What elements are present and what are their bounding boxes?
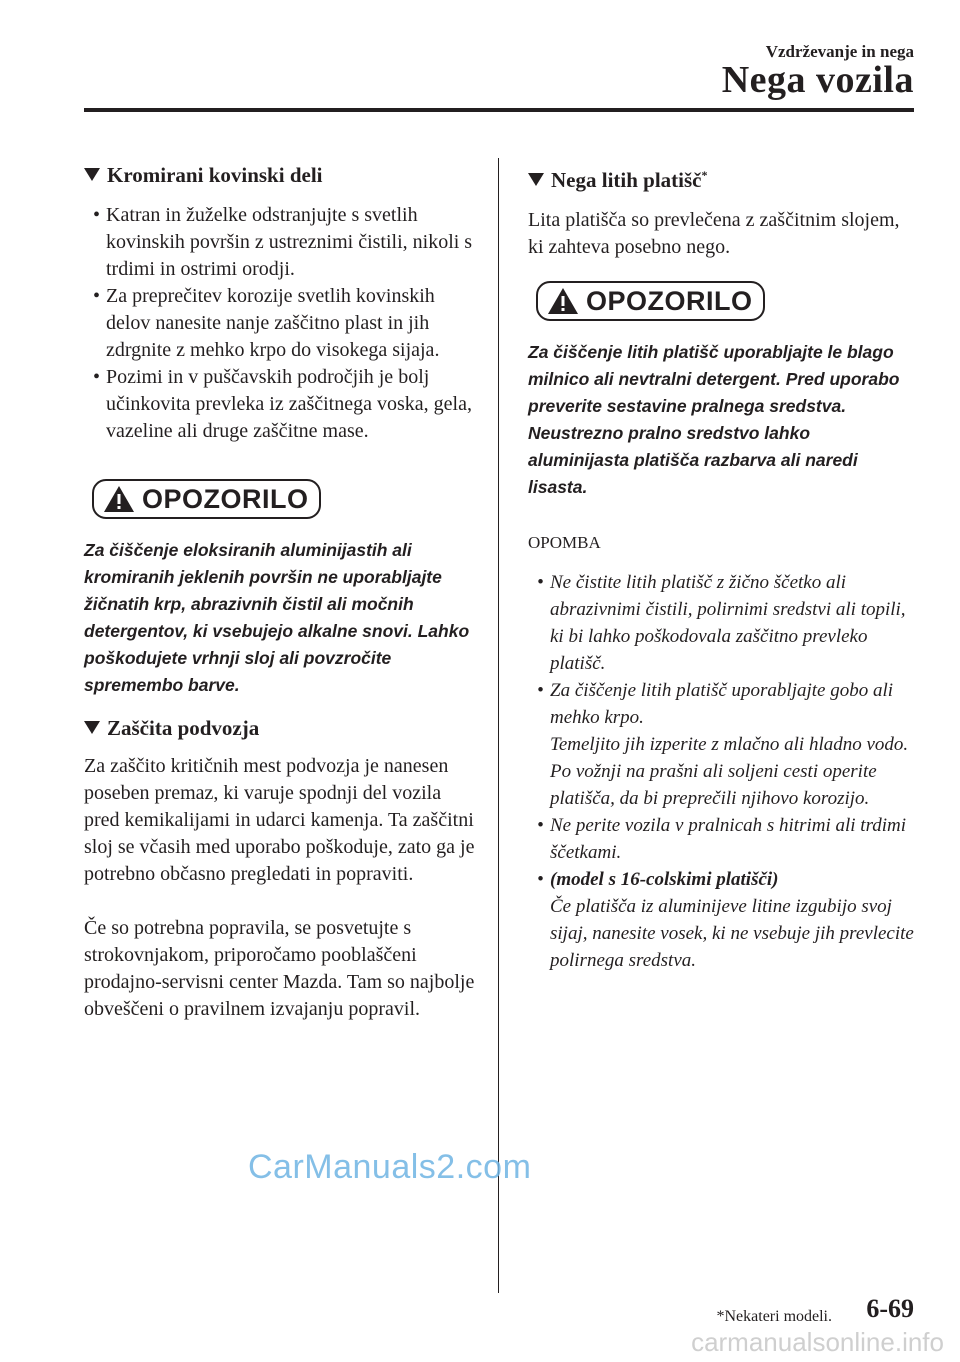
warning-text: Za čiščenje eloksiranih aluminijastih ali kromiranih jeklenih površin ne uporabljajte žičnatih krp, abrazivnih čistil ali močnih detergentov, ki vsebujejo alkalne snovi. Lahko poškodujete vrhnji sloj ali povzročite spremembo barve. [84,540,470,695]
column-divider [498,158,499,1293]
triangle-bullet-icon [84,168,100,181]
left-column [84,160,476,1023]
list-item: • Pozimi in v puščavskih področjih je bolj učinkovita prevleka iz zaščitnega voska, gela, vazeline ali druge zaščitne mase. [93,366,472,442]
chrome-care-list [90,202,476,445]
list-item: • (model s 16-colskimi platišči) Če platišča iz aluminijeve litine izgubijo svoj sijaj, nanesite vosek, ki ne vsebuje jih prevlecite polirnega sredstva. [534,866,914,974]
chrome-parts-heading: Kromirani kovinski deli [84,160,476,190]
list-item: • Za preprečitev korozije svetlih kovinskih delov nanesite nanje zaščitno plast in jih zdrgnite z mehko krpo do visokega sijaja. [93,285,440,361]
bullet-dot-icon: • [537,869,544,890]
list-item: • Za čiščenje litih platišč uporabljajte gobo ali mehko krpo. Temeljito jih izperite z mlačno ali hladno vodo. Po vožnji na prašni ali soljeni cesti operite platišča, da bi preprečili njihovo korozijo. [534,677,914,812]
bullet-dot-icon: • [537,572,544,593]
bullet-dot-icon: • [537,680,544,701]
warning-box [536,281,765,321]
list-item: • Ne čistite litih platišč z žično ščetko ali abrazivnimi čistili, polirnimi sredstvi ali topili, ki bi lahko poškodovala zaščitno prevleko platišč. [534,569,914,677]
right-column [528,160,914,974]
warning-triangle-icon [102,484,136,514]
note-list [534,569,914,974]
footnote-mark: * [701,168,708,182]
underbody-paragraph: Če so potrebna popravila, se posvetujte s strokovnjakom, priporočamo pooblaščeni prodajno-servisni center Mazda. Tam so najbolje obveščeni o pravilnem izvajanju popravil. [84,917,475,1020]
warning-text: Za čiščenje litih platišč uporabljajte le blago milnico ali nevtralni detergent. Pred uporabo preverite sestavine pralnega sredstva. Neustrezno pralno sredstvo lahko aluminijasta platišča razbarva ali naredi lisasta. [528,342,900,497]
site-watermark: carmanualsonline.info [691,1327,944,1357]
warning-box-wrapper [92,479,476,519]
underbody-heading: Zaščita podvozja [84,713,476,743]
triangle-bullet-icon [528,173,544,186]
page-number: 6-69 [866,1294,914,1323]
warning-box-wrapper [536,281,914,321]
wheels-intro: Lita platišča so prevlečena z zaščitnim slojem, ki zahteva posebno nego. [528,209,900,258]
bullet-dot-icon: • [93,366,101,388]
underbody-paragraph: Za zaščito kritičnih mest podvozja je nanesen poseben premaz, ki varuje spodnji del vozila pred kemikalijami in udarci kamenja. Ta zaščitni sloj se včasih med uporabo poškoduje, zato ga je potrebno občasno pregledati in popraviti. [84,755,475,885]
section-title: Vzdrževanje in nega [765,42,914,61]
bullet-dot-icon: • [537,815,544,836]
note-label: OPOMBA [528,533,601,552]
warning-label: OPOZORILO [586,285,753,316]
list-item: • Katran in žuželke odstranjujte s svetlih kovinskih površin z ustreznimi čistili, nikoli s trdimi in ostrimi orodji. [93,204,473,280]
warning-box [92,479,321,519]
warning-triangle-icon [546,286,580,316]
bullet-dot-icon: • [93,204,101,226]
footnote: *Nekateri modeli. [716,1308,832,1325]
page-title: Nega vozila [721,59,914,101]
header-rule [84,108,914,112]
alloy-wheels-heading: Nega litih platišč* [528,160,914,195]
warning-label: OPOZORILO [142,483,309,514]
bullet-dot-icon: • [93,285,101,307]
triangle-bullet-icon [84,721,100,734]
list-item: • Ne perite vozila v pralnicah s hitrimi ali trdimi ščetkami. [534,812,914,866]
watermark: CarManuals2.com [248,1148,532,1186]
